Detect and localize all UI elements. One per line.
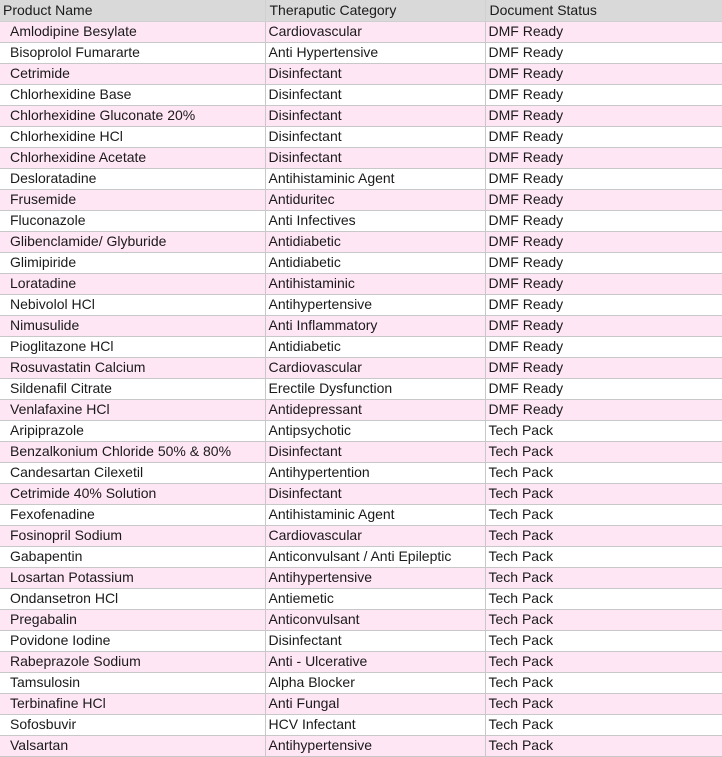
product-name-cell: Nimusulide bbox=[0, 315, 265, 336]
product-name-cell: Rabeprazole Sodium bbox=[0, 651, 265, 672]
therapeutic-category-cell: Antidiabetic bbox=[265, 252, 485, 273]
therapeutic-category-cell: Anti Inflammatory bbox=[265, 315, 485, 336]
table-row bbox=[0, 588, 722, 609]
table-row bbox=[0, 315, 722, 336]
product-name-cell: Chlorhexidine Base bbox=[0, 84, 265, 105]
product-name-cell: Ondansetron HCl bbox=[0, 588, 265, 609]
document-status-cell: DMF Ready bbox=[485, 42, 722, 63]
header-document-status: Document Status bbox=[485, 0, 722, 21]
therapeutic-category-cell: Disinfectant bbox=[265, 63, 485, 84]
product-name-cell: Chlorhexidine HCl bbox=[0, 126, 265, 147]
document-status-cell: Tech Pack bbox=[485, 504, 722, 525]
document-status-cell: Tech Pack bbox=[485, 693, 722, 714]
product-name-cell: Sofosbuvir bbox=[0, 714, 265, 735]
header-row bbox=[0, 0, 722, 21]
table-row bbox=[0, 525, 722, 546]
product-name-cell: Nebivolol HCl bbox=[0, 294, 265, 315]
table-row bbox=[0, 567, 722, 588]
table-row bbox=[0, 63, 722, 84]
therapeutic-category-cell: Anti Infectives bbox=[265, 210, 485, 231]
therapeutic-category-cell: Erectile Dysfunction bbox=[265, 378, 485, 399]
table-row bbox=[0, 693, 722, 714]
document-status-cell: DMF Ready bbox=[485, 399, 722, 420]
document-status-cell: Tech Pack bbox=[485, 420, 722, 441]
table-row bbox=[0, 336, 722, 357]
product-name-cell: Cetrimide 40% Solution bbox=[0, 483, 265, 504]
therapeutic-category-cell: Disinfectant bbox=[265, 441, 485, 462]
document-status-cell: Tech Pack bbox=[485, 672, 722, 693]
table-row bbox=[0, 420, 722, 441]
product-name-cell: Fluconazole bbox=[0, 210, 265, 231]
table-row bbox=[0, 42, 722, 63]
product-name-cell: Bisoprolol Fumararte bbox=[0, 42, 265, 63]
therapeutic-category-cell: HCV Infectant bbox=[265, 714, 485, 735]
document-status-cell: DMF Ready bbox=[485, 294, 722, 315]
therapeutic-category-cell: Antihypertensive bbox=[265, 735, 485, 756]
therapeutic-category-cell: Antihistaminic bbox=[265, 273, 485, 294]
table-row bbox=[0, 294, 722, 315]
table-row bbox=[0, 651, 722, 672]
product-name-cell: Valsartan bbox=[0, 735, 265, 756]
table-row bbox=[0, 546, 722, 567]
therapeutic-category-cell: Anti - Ulcerative bbox=[265, 651, 485, 672]
product-name-cell: Glibenclamide/ Glyburide bbox=[0, 231, 265, 252]
table-row bbox=[0, 231, 722, 252]
document-status-cell: Tech Pack bbox=[485, 651, 722, 672]
therapeutic-category-cell: Alpha Blocker bbox=[265, 672, 485, 693]
table-row bbox=[0, 357, 722, 378]
table-row bbox=[0, 252, 722, 273]
table-row bbox=[0, 399, 722, 420]
product-name-cell: Venlafaxine HCl bbox=[0, 399, 265, 420]
document-status-cell: DMF Ready bbox=[485, 126, 722, 147]
therapeutic-category-cell: Antidiabetic bbox=[265, 231, 485, 252]
table-row bbox=[0, 735, 722, 756]
document-status-cell: Tech Pack bbox=[485, 462, 722, 483]
document-status-cell: Tech Pack bbox=[485, 588, 722, 609]
document-status-cell: DMF Ready bbox=[485, 168, 722, 189]
table-row bbox=[0, 714, 722, 735]
product-name-cell: Loratadine bbox=[0, 273, 265, 294]
product-name-cell: Fosinopril Sodium bbox=[0, 525, 265, 546]
product-name-cell: Aripiprazole bbox=[0, 420, 265, 441]
document-status-cell: DMF Ready bbox=[485, 84, 722, 105]
therapeutic-category-cell: Cardiovascular bbox=[265, 525, 485, 546]
table-row bbox=[0, 105, 722, 126]
therapeutic-category-cell: Antihypertention bbox=[265, 462, 485, 483]
product-name-cell: Chlorhexidine Gluconate 20% bbox=[0, 105, 265, 126]
therapeutic-category-cell: Antihypertensive bbox=[265, 294, 485, 315]
therapeutic-category-cell: Antiduritec bbox=[265, 189, 485, 210]
table-row bbox=[0, 126, 722, 147]
product-name-cell: Frusemide bbox=[0, 189, 265, 210]
document-status-cell: DMF Ready bbox=[485, 189, 722, 210]
therapeutic-category-cell: Disinfectant bbox=[265, 147, 485, 168]
therapeutic-category-cell: Antipsychotic bbox=[265, 420, 485, 441]
table-row bbox=[0, 462, 722, 483]
therapeutic-category-cell: Disinfectant bbox=[265, 630, 485, 651]
therapeutic-category-cell: Antiemetic bbox=[265, 588, 485, 609]
product-name-cell: Amlodipine Besylate bbox=[0, 21, 265, 42]
product-name-cell: Povidone Iodine bbox=[0, 630, 265, 651]
product-name-cell: Pioglitazone HCl bbox=[0, 336, 265, 357]
header-therapeutic-category: Theraputic Category bbox=[265, 0, 485, 21]
product-name-cell: Losartan Potassium bbox=[0, 567, 265, 588]
therapeutic-category-cell: Cardiovascular bbox=[265, 21, 485, 42]
header-product-name: Product Name bbox=[0, 0, 265, 21]
therapeutic-category-cell: Antidiabetic bbox=[265, 336, 485, 357]
document-status-cell: DMF Ready bbox=[485, 357, 722, 378]
table-row bbox=[0, 84, 722, 105]
document-status-cell: Tech Pack bbox=[485, 483, 722, 504]
table-row bbox=[0, 147, 722, 168]
therapeutic-category-cell: Cardiovascular bbox=[265, 357, 485, 378]
therapeutic-category-cell: Disinfectant bbox=[265, 483, 485, 504]
product-name-cell: Gabapentin bbox=[0, 546, 265, 567]
table-row bbox=[0, 168, 722, 189]
document-status-cell: Tech Pack bbox=[485, 546, 722, 567]
document-status-cell: DMF Ready bbox=[485, 231, 722, 252]
table-body bbox=[0, 21, 722, 756]
product-name-cell: Candesartan Cilexetil bbox=[0, 462, 265, 483]
document-status-cell: Tech Pack bbox=[485, 441, 722, 462]
therapeutic-category-cell: Anti Fungal bbox=[265, 693, 485, 714]
table-row bbox=[0, 441, 722, 462]
table-row bbox=[0, 609, 722, 630]
product-name-cell: Pregabalin bbox=[0, 609, 265, 630]
document-status-cell: DMF Ready bbox=[485, 147, 722, 168]
document-status-cell: Tech Pack bbox=[485, 714, 722, 735]
product-name-cell: Benzalkonium Chloride 50% & 80% bbox=[0, 441, 265, 462]
table-row bbox=[0, 189, 722, 210]
therapeutic-category-cell: Disinfectant bbox=[265, 105, 485, 126]
table-row bbox=[0, 630, 722, 651]
document-status-cell: DMF Ready bbox=[485, 252, 722, 273]
product-name-cell: Fexofenadine bbox=[0, 504, 265, 525]
document-status-cell: Tech Pack bbox=[485, 567, 722, 588]
therapeutic-category-cell: Anti Hypertensive bbox=[265, 42, 485, 63]
document-status-cell: DMF Ready bbox=[485, 336, 722, 357]
table-row bbox=[0, 21, 722, 42]
product-name-cell: Tamsulosin bbox=[0, 672, 265, 693]
table-row bbox=[0, 378, 722, 399]
document-status-cell: Tech Pack bbox=[485, 630, 722, 651]
therapeutic-category-cell: Anticonvulsant bbox=[265, 609, 485, 630]
product-name-cell: Terbinafine HCl bbox=[0, 693, 265, 714]
table-row bbox=[0, 504, 722, 525]
therapeutic-category-cell: Disinfectant bbox=[265, 84, 485, 105]
document-status-cell: DMF Ready bbox=[485, 63, 722, 84]
product-name-cell: Sildenafil Citrate bbox=[0, 378, 265, 399]
table-row bbox=[0, 483, 722, 504]
therapeutic-category-cell: Disinfectant bbox=[265, 126, 485, 147]
table-header bbox=[0, 0, 722, 21]
therapeutic-category-cell: Antihistaminic Agent bbox=[265, 504, 485, 525]
product-name-cell: Glimipiride bbox=[0, 252, 265, 273]
table-row bbox=[0, 273, 722, 294]
document-status-cell: Tech Pack bbox=[485, 735, 722, 756]
product-name-cell: Desloratadine bbox=[0, 168, 265, 189]
document-status-cell: DMF Ready bbox=[485, 105, 722, 126]
product-name-cell: Rosuvastatin Calcium bbox=[0, 357, 265, 378]
document-status-cell: DMF Ready bbox=[485, 378, 722, 399]
product-name-cell: Chlorhexidine Acetate bbox=[0, 147, 265, 168]
document-status-cell: Tech Pack bbox=[485, 609, 722, 630]
document-status-cell: DMF Ready bbox=[485, 273, 722, 294]
document-status-cell: DMF Ready bbox=[485, 315, 722, 336]
product-name-cell: Cetrimide bbox=[0, 63, 265, 84]
therapeutic-category-cell: Anticonvulsant / Anti Epileptic bbox=[265, 546, 485, 567]
document-status-cell: DMF Ready bbox=[485, 21, 722, 42]
document-status-cell: Tech Pack bbox=[485, 525, 722, 546]
therapeutic-category-cell: Antidepressant bbox=[265, 399, 485, 420]
therapeutic-category-cell: Antihypertensive bbox=[265, 567, 485, 588]
document-status-cell: DMF Ready bbox=[485, 210, 722, 231]
therapeutic-category-cell: Antihistaminic Agent bbox=[265, 168, 485, 189]
table-row bbox=[0, 672, 722, 693]
table-row bbox=[0, 210, 722, 231]
